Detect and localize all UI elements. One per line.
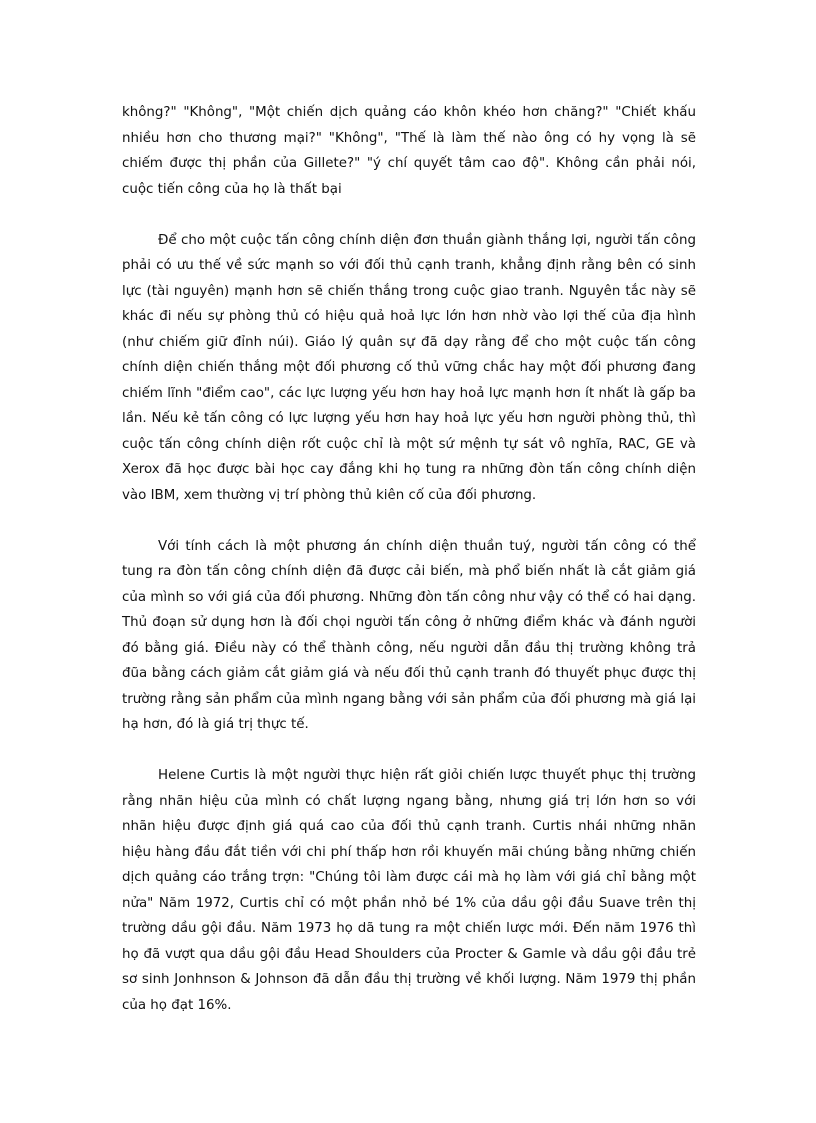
paragraph-1: không?" "Không", "Một chiến dịch quảng cáo khôn khéo hơn chăng?" "Chiết khấu nhiều hơn cho thương mại?" "Không", "Thế là làm thế nào ông có hy vọng là sẽ chiếm được thị phần của Gillete?" "ý chí quyết tâm cao độ". Không cần phải nói, cuộc tiến công của họ là thất bại [122,105,696,197]
paragraph-2: Để cho một cuộc tấn công chính diện đơn thuần giành thắng lợi, người tấn công phải có ưu thế về sức mạnh so với đối thủ cạnh tranh, khẳng định rằng bên có sinh lực (tài nguyên) mạnh hơn sẽ chiến thắng trong cuộc giao tranh. Nguyên tắc này sẽ khác đi nếu sự phòng thủ có hiệu quả hoả lực lớn hơn nhờ vào lợi thế của địa hình (như chiếm giữ đỉnh núi). Giáo lý quân sự đã dạy rằng để cho một cuộc tấn công chính diện chiến thắng một đối phương cố thủ vững chắc hay một đối phương đang chiếm lĩnh "điểm cao", các lực lượng yếu hơn hay hoả lực mạnh hơn ít nhất là gấp ba lần. Nếu kẻ tấn công có lực lượng yếu hơn hay hoả lực yếu hơn người phòng thủ, thì cuộc tấn công chính diện rốt cuộc chỉ là một sứ mệnh tự sát vô nghĩa, RAC, GE và Xerox đã học được bài học cay đắng khi họ tung ra những đòn tấn công chính diện vào IBM, xem thường vị trí phòng thủ kiên cố của đối phương. [122,232,696,503]
paragraph-4: Helene Curtis là một người thực hiện rất giỏi chiến lược thuyết phục thị trường rằng nhãn hiệu của mình có chất lượng ngang bằng, nhưng giá trị lớn hơn so với nhãn hiệu được định giá quá cao của đối thủ cạnh tranh. Curtis nhái những nhãn hiệu hàng đầu đắt tiền với chi phí thấp hơn rồi khuyến mãi chúng bằng những chiến dịch quảng cáo trắng trợn: "Chúng tôi làm được cái mà họ làm với giá chỉ bằng một nửa" Năm 1972, Curtis chỉ có một phần nhỏ bé 1% của dầu gội đầu Suave trên thị trường dầu gội đầu. Năm 1973 họ dã tung ra một chiến lược mới. Đến năm 1976 thì họ đã vượt qua dầu gội đầu Head Shoulders của Procter & Gamle và dầu gội đầu trẻ sơ sinh Jonhnson & Johnson đã dẫn đầu thị trường về khối lượng. Năm 1979 thị phần của họ đạt 16%. [122,768,696,1013]
document-body [122,100,696,1044]
paragraph-3: Với tính cách là một phương án chính diện thuần tuý, người tấn công có thể tung ra đòn tấn công chính diện đã được cải biến, mà phổ biến nhất là cắt giảm giá của mình so với giá của đối phương. Những đòn tấn công như vậy có thể có hai dạng. Thủ đoạn sử dụng hơn là đối chọi người tấn công ở những điểm khác và đánh người đó bằng giá. Điều này có thể thành công, nếu người dẫn đầu thị trường không trả đũa bằng cách giảm cắt giảm giá và nếu đối thủ cạnh tranh đó thuyết phục được thị trường rằng sản phẩm của mình ngang bằng với sản phẩm của đối phương mà giá lại hạ hơn, đó là giá trị thực tế. [122,538,696,732]
